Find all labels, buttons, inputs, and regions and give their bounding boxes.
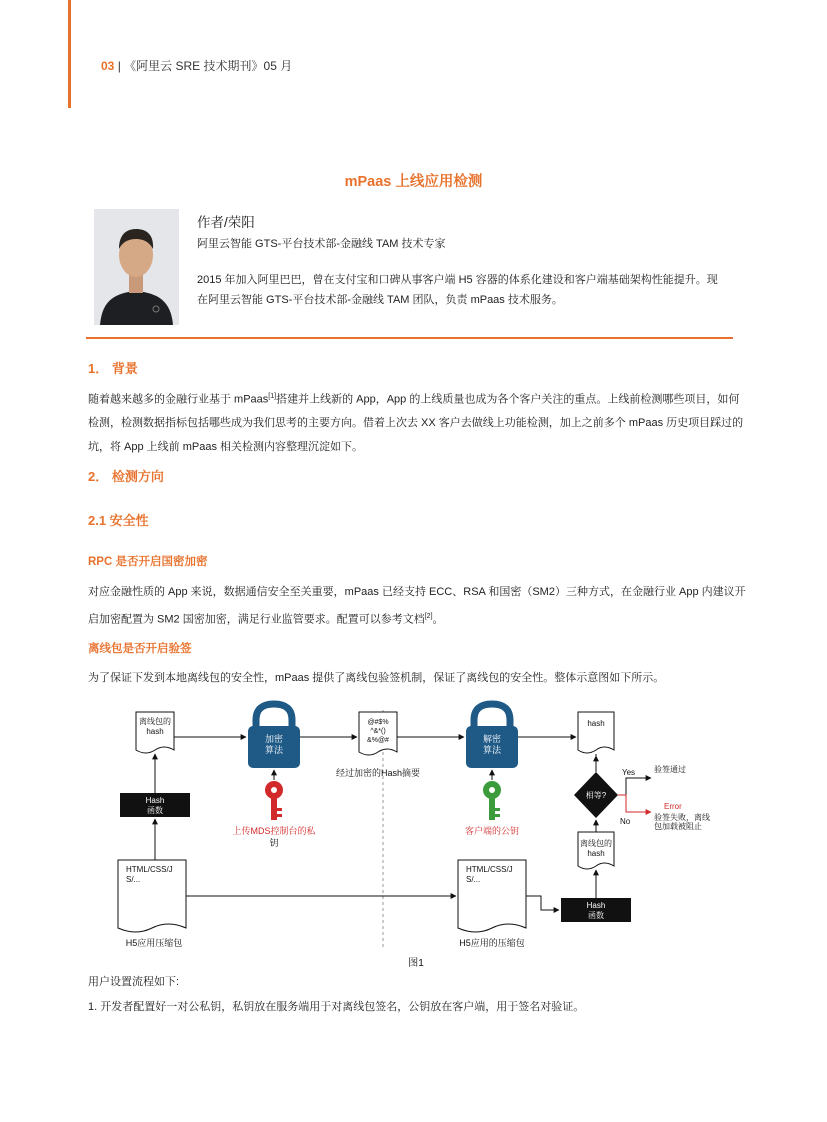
section-heading-background: 1． 背景 xyxy=(88,361,138,376)
verify-pass-label: 验签通过 xyxy=(654,765,686,774)
doc-hash2-icon xyxy=(578,712,614,753)
background-text-2: 搭建并上线新的 App，App 的上线质量也成为各个客户关注的重点。上线前检测哪些项目，如何检测，检测数据指标包括哪些成为我们思考的主要方向。借着上次去 XX 客户去做线上功能检测，加上之前多个 mPaas 历史项目踩过的坑，将 App 上线前 mPaas 相关检测内容整理沉淀如下。 xyxy=(88,393,744,453)
lock-icon xyxy=(248,704,300,768)
flow-step-1: 1. 开发者配置好一对公私钥，私钥放在服务端用于对离线包签名，公钥放在客户端，用于签名对验证。 xyxy=(88,1001,585,1013)
svg-text:Yes: Yes xyxy=(622,768,636,777)
heading-rpc-encryption: RPC 是否开启国密加密 xyxy=(88,556,208,568)
author-bio-line-1: 2015 年加入阿里巴巴，曾在支付宝和口碑从事客户端 H5 容器的体系化建设和客户端基础架构性能提升。现 xyxy=(197,274,718,286)
section-divider xyxy=(86,337,733,339)
svg-text:Hash函数: Hash 函数 xyxy=(145,796,165,815)
svg-text:@#$%^&*()&%@#: @#$% ^&*() &%@# xyxy=(367,719,389,744)
reference-1-link[interactable]: [1] xyxy=(268,393,277,400)
reference-2-link[interactable]: [2] xyxy=(424,612,433,620)
error-label: Error xyxy=(664,802,682,811)
background-text-1: 随着越来越多的金融行业基于 mPaas xyxy=(88,393,269,406)
journal-title: 《阿里云 SRE 技术期刊》05 月 xyxy=(124,59,293,73)
author-title: 阿里云智能 GTS-平台技术部-金融线 TAM 技术专家 xyxy=(197,238,446,250)
flow-intro: 用户设置流程如下: xyxy=(88,976,180,988)
doc-html-package-icon-2 xyxy=(458,860,526,932)
svg-text:hash: hash xyxy=(587,719,605,728)
lock-icon xyxy=(466,704,518,768)
svg-text:No: No xyxy=(620,817,631,826)
section-heading-security: 2.1 安全性 xyxy=(88,513,149,528)
author-bio-line-2: 在阿里云智能 GTS-平台技术部-金融线 TAM 团队，负责 mPaas 技术服务。 xyxy=(197,294,563,306)
signature-diagram xyxy=(106,700,726,970)
svg-text:上传MDS控制台的私钥: 上传MDS控制台的私钥 xyxy=(232,826,316,848)
header-accent-bar xyxy=(68,0,71,108)
header-separator: | xyxy=(117,59,121,73)
author-photo xyxy=(94,209,179,325)
author-name: 作者/荣阳 xyxy=(197,215,255,230)
private-key-label: 上传MDS控制台的私 xyxy=(232,826,316,836)
h5-package-label-2: H5应用的压缩包 xyxy=(459,938,525,948)
svg-text:HTML/CSS/JS/...: HTML/CSS/J S/... xyxy=(466,865,513,884)
background-paragraph xyxy=(88,385,748,459)
doc-hash-line2: hash xyxy=(146,727,164,736)
private-key-icon xyxy=(265,781,283,820)
section-heading-detection: 2． 检测方向 xyxy=(88,469,164,484)
doc-html-package-icon xyxy=(118,860,186,932)
encrypted-hash-caption: 经过加密的Hash摘要 xyxy=(335,768,421,778)
doc-hash-icon xyxy=(136,712,174,753)
figure-caption: 图1 xyxy=(408,958,424,969)
doc-offline-hash-icon xyxy=(578,832,614,869)
lock-encrypt-line1: 加密 xyxy=(264,734,284,744)
rpc-paragraph xyxy=(88,581,748,632)
svg-text:解密算法: 解密算法 xyxy=(482,734,502,755)
public-key-label: 客户端的公钥 xyxy=(464,826,520,836)
rpc-text-2: 。 xyxy=(432,613,444,626)
offline-paragraph: 为了保证下发到本地离线包的安全性，mPaas 提供了离线包验签机制，保证了离线包的安全性。整体示意图如下所示。 xyxy=(88,672,665,684)
author-bio xyxy=(197,270,737,310)
heading-offline-signature: 离线包是否开启验签 xyxy=(88,643,192,655)
svg-text:离线包的hash: 离线包的 hash xyxy=(580,839,612,858)
lock-encrypt-line2: 算法 xyxy=(264,745,284,755)
svg-text:相等?: 相等? xyxy=(585,791,607,800)
public-key-icon xyxy=(483,781,501,820)
page-header xyxy=(101,57,292,74)
page-number: 03 xyxy=(101,59,115,73)
rpc-text-1: 对应金融性质的 App 来说，数据通信安全至关重要，mPaas 已经支持 ECC、RSA 和国密（SM2）三种方式，在金融行业 App 内建议开启加密配置为 SM2 国密加密，满足行业监管要求。配置可以参考文档 xyxy=(88,586,746,626)
svg-text:HTML/CSS/JS/...: HTML/CSS/J S/... xyxy=(126,865,173,884)
h5-package-label: H5应用压缩包 xyxy=(125,938,183,948)
svg-text:验签失败，离线包加载被阻止: 验签失败，离线包加载被阻止 xyxy=(654,813,710,831)
article-title: mPaas 上线应用检测 xyxy=(344,174,483,190)
svg-text:Hash函数: Hash 函数 xyxy=(586,901,606,920)
person-silhouette-icon xyxy=(94,209,179,325)
doc-encrypted-icon xyxy=(359,712,397,755)
doc-hash-line1: 离线包的 xyxy=(139,717,171,726)
